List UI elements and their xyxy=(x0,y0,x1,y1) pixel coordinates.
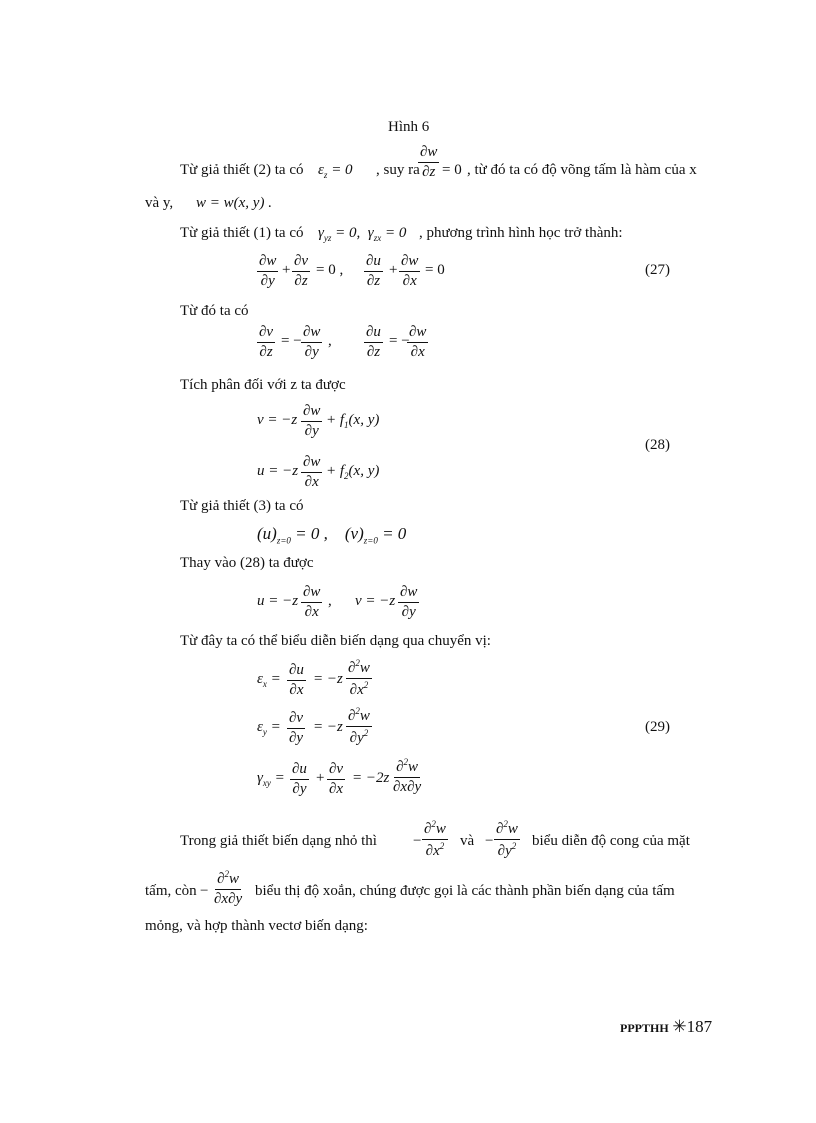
asterisk-icon: ✳ xyxy=(672,1017,687,1036)
frac-d1: $\frac{\partial w}{\partial x}$ xyxy=(303,584,321,620)
frac-28-1: $\frac{\partial w}{\partial y}$ xyxy=(303,403,321,439)
math-gamma-yz: $\gamma_{yz} = 0$, $\gamma_{zx} = 0$ xyxy=(318,225,407,243)
text-plast-c: biểu diễn độ cong của mặt xyxy=(532,833,690,849)
text-plast-a: Trong giả thiết biến dạng nhỏ thì xyxy=(180,833,377,849)
frac-d2: $\frac{\partial w}{\partial y}$ xyxy=(400,584,418,620)
frac-dw-dz: $\frac{\partial w}{\partial z}$ xyxy=(420,144,438,180)
frac-r2: $\frac{\partial w}{\partial y}$ xyxy=(303,324,321,360)
text-plast-d: tấm, còn xyxy=(145,883,197,899)
text-p1b: , suy ra xyxy=(376,162,420,178)
eq-number-27: (27) xyxy=(645,262,670,278)
math-bc: $(u)_{z=0} = 0$ , $(v)_{z=0} = 0$ xyxy=(257,524,407,546)
frac-r1: $\frac{\partial v}{\partial z}$ xyxy=(259,324,274,360)
frac-27-1: $\frac{\partial w}{\partial y}$ xyxy=(259,253,277,289)
frac-28-2: $\frac{\partial w}{\partial x}$ xyxy=(303,454,321,490)
text-plast-b: và xyxy=(460,833,475,849)
text-tu-day: Từ đây ta có thể biểu diễn biến dạng qua chuyển vị: xyxy=(180,633,491,649)
frac-r3: $\frac{\partial u}{\partial z}$ xyxy=(366,324,381,360)
frac-27-2: $\frac{\partial v}{\partial z}$ xyxy=(294,253,309,289)
math-eq0: = 0 xyxy=(442,162,462,178)
text-p1a: Từ giả thiết (2) ta có xyxy=(180,162,304,178)
page-footer xyxy=(620,1018,712,1036)
text-p1c: , từ đó ta có độ võng tấm là hàm của x xyxy=(467,162,697,178)
figure-caption: Hình 6 xyxy=(388,119,430,135)
text-tu-gia-thiet-3: Từ giả thiết (3) ta có xyxy=(180,498,304,514)
math-w-of-xy: w = w(x, y) . xyxy=(196,195,272,211)
text-tu-do: Từ đó ta có xyxy=(180,303,249,319)
text-tich-phan: Tích phân đối với z ta được xyxy=(180,377,346,393)
page-number: 187 xyxy=(686,1017,713,1036)
text-p2b: , phương trình hình học trở thành: xyxy=(419,225,623,241)
eq-number-28: (28) xyxy=(645,437,670,453)
text-thay-vao: Thay vào (28) ta được xyxy=(180,555,314,571)
frac-27-3: $\frac{\partial u}{\partial z}$ xyxy=(366,253,381,289)
text-plast-f: mỏng, và hợp thành vectơ biến dạng: xyxy=(145,918,368,934)
eq-number-29: (29) xyxy=(645,719,670,735)
text-plast-e: biểu thị độ xoắn, chúng được gọi là các thành phần biến dạng của tấm xyxy=(255,883,675,899)
frac-27-4: $\frac{\partial w}{\partial x}$ xyxy=(401,253,419,289)
frac-r4: $\frac{\partial w}{\partial x}$ xyxy=(409,324,427,360)
footer-label: PPPTHH xyxy=(620,1021,669,1035)
text-p1d: và y, xyxy=(145,195,174,211)
text-p2a: Từ giả thiết (1) ta có xyxy=(180,225,304,241)
math-eps-z: $\varepsilon_z = 0$ xyxy=(318,162,353,180)
